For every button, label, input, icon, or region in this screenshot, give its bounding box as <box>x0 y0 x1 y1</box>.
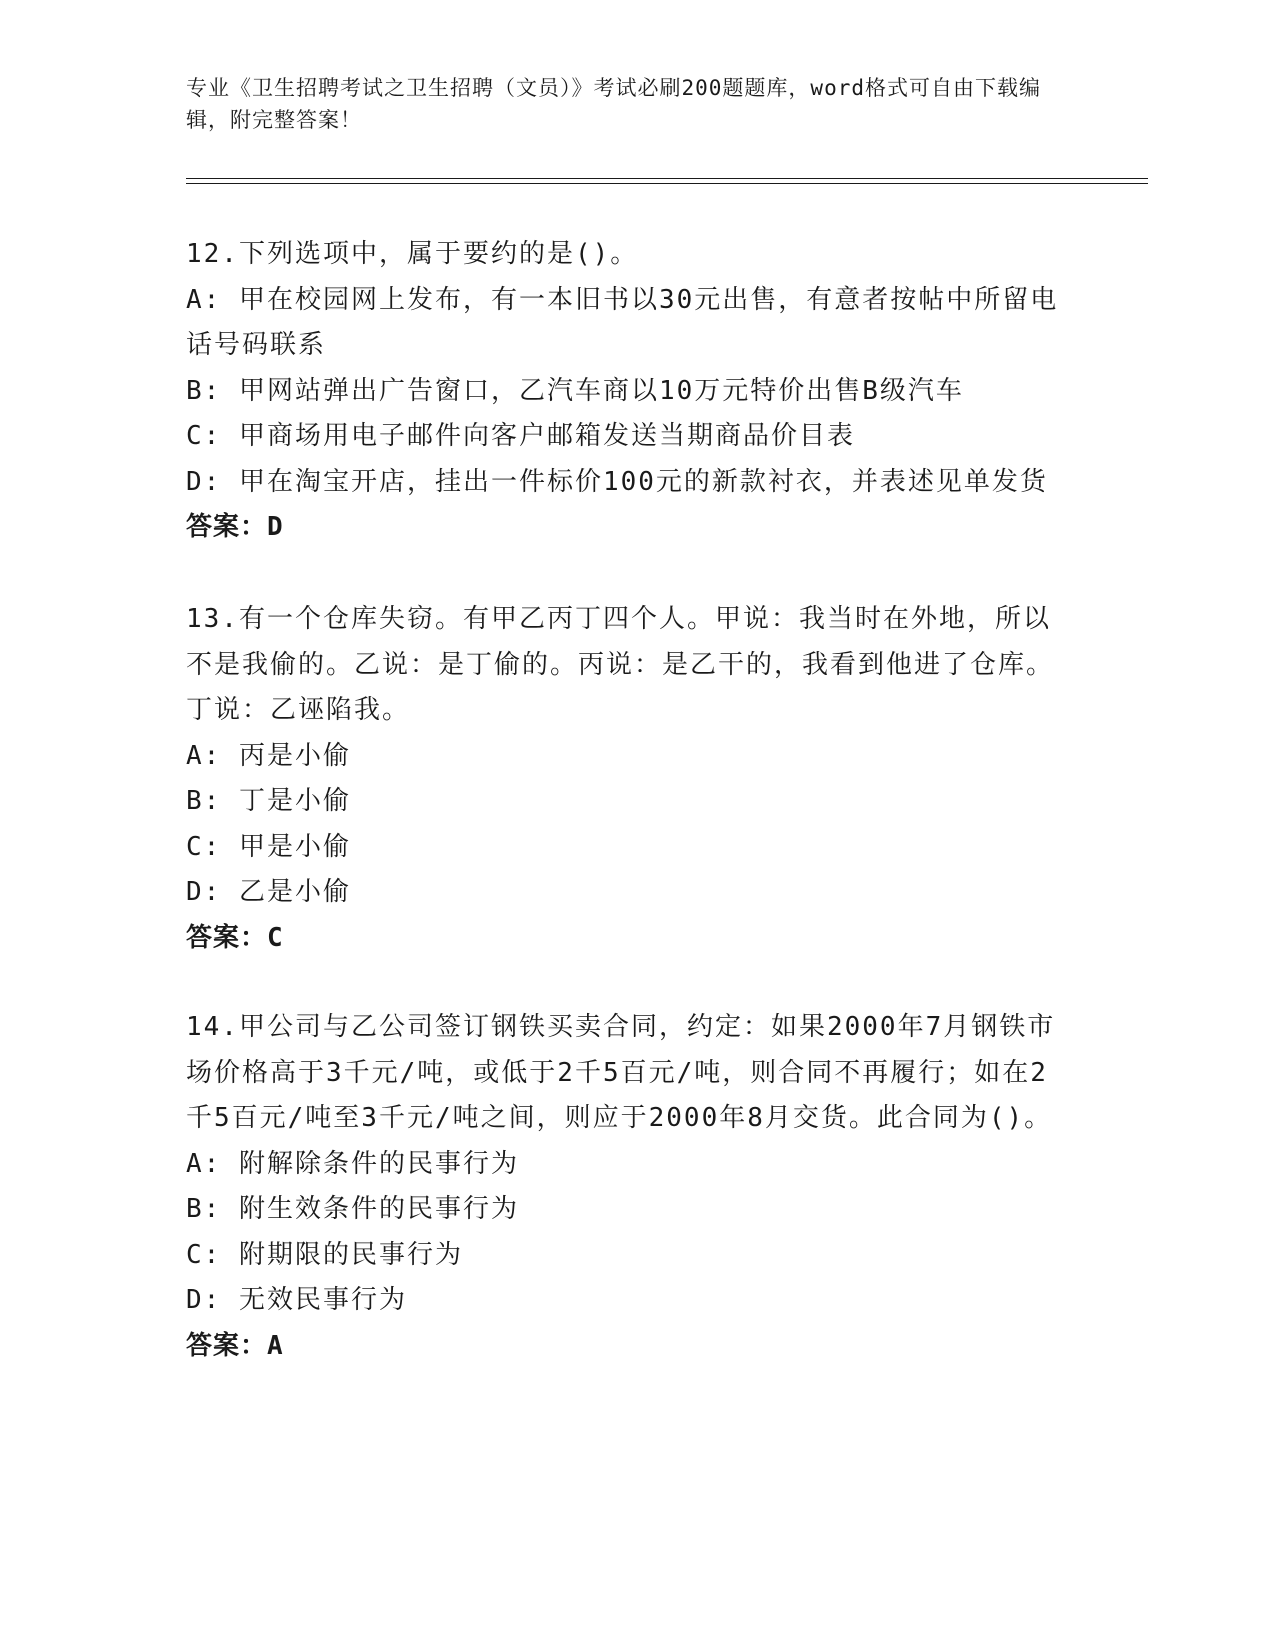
option-a: A: 丙是小偷 <box>186 740 351 771</box>
option-d: D: 乙是小偷 <box>186 877 351 907</box>
option-b: B: 甲网站弹出广告窗口，乙汽车商以10万元特价出售B级汽车 <box>186 375 964 406</box>
option-a: A: 甲在校园网上发布，有一本旧书以30元出售，有意者按帖中所留电话号码联系 <box>186 284 1059 360</box>
option-c: C: 甲是小偷 <box>186 831 351 862</box>
document-header: 专业《卫生招聘考试之卫生招聘（文员）》考试必刷200题题库，word格式可自由下载编辑，附完整答案！ <box>186 76 1041 132</box>
option-b: B: 丁是小偷 <box>186 786 351 816</box>
question-stem: 12.下列选项中，属于要约的是()。 <box>186 239 639 269</box>
option-c: C: 附期限的民事行为 <box>186 1239 463 1270</box>
answer-label: 答案：D <box>186 512 284 542</box>
answer-label: 答案：C <box>186 922 284 953</box>
option-d: D: 甲在淘宝开店，挂出一件标价100元的新款衬衣，并表述见单发货 <box>186 466 1048 497</box>
answer-label: 答案：A <box>186 1330 284 1361</box>
question-stem: 14.甲公司与乙公司签订钢铁买卖合同，约定：如果2000年7月钢铁市场价格高于3千元/吨，或低于2千5百元/吨，则合同不再履行；如在2千5百元/吨至3千元/吨之间，则应于2000年8月交货。此合同为()。 <box>186 1012 1056 1133</box>
question-12 <box>186 232 1066 551</box>
option-c: C: 甲商场用电子邮件向客户邮箱发送当期商品价目表 <box>186 421 855 451</box>
option-d: D: 无效民事行为 <box>186 1285 407 1315</box>
header-divider-top <box>186 178 1148 179</box>
question-13 <box>186 597 1066 961</box>
option-a: A: 附解除条件的民事行为 <box>186 1148 519 1179</box>
question-stem: 13.有一个仓库失窃。有甲乙丙丁四个人。甲说：我当时在外地，所以不是我偷的。乙说：是丁偷的。丙说：是乙干的，我看到他进了仓库。丁说：乙诬陷我。 <box>186 604 1055 725</box>
option-b: B: 附生效条件的民事行为 <box>186 1194 519 1224</box>
question-14 <box>186 1005 1066 1369</box>
header-divider-bottom <box>186 183 1148 184</box>
